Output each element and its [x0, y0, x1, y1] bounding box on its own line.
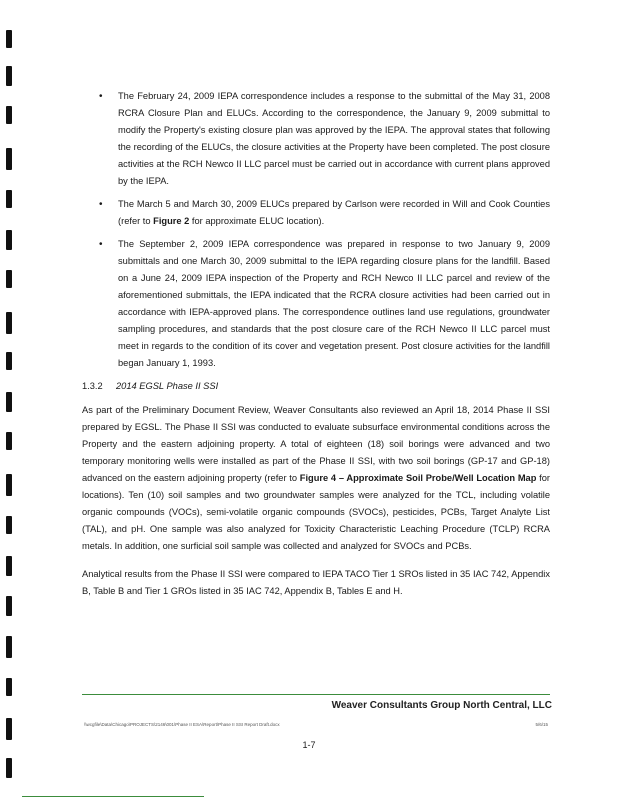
page-number: 1-7	[302, 740, 316, 750]
file-path: \\wcgfile\Data\Chicago\PROJECTS\2146\001\Phase II ESA\Report\Phase II SSI Report Draft.docx	[84, 722, 280, 727]
bullet-item-elucs	[118, 196, 550, 230]
figure-reference: Figure 4 – Approximate Soil Probe/Well Location Map	[299, 473, 537, 483]
footer-company: Weaver Consultants Group North Central, LLC	[331, 700, 552, 711]
footer-rule	[82, 694, 550, 695]
footer-file-path	[84, 722, 548, 727]
paragraph-analytical: Analytical results from the Phase II SSI were compared to IEPA TACO Tier 1 SROs listed in 35 IAC 742, Appendix B, Table B and Tier 1 GROs listed in 35 IAC 742, Appendix B, Tables E and H.	[82, 569, 550, 596]
section-title: 2014 EGSL Phase II SSI	[116, 381, 219, 391]
bullet-item-iepa-feb-2009	[118, 88, 550, 190]
binder-holes	[4, 0, 18, 800]
bullet-text: The September 2, 2009 IEPA correspondence was prepared in response to two January 9, 2009 submittals and one March 30, 2009 submittal to the IEPA regarding closure plans for the landfill. Based on a June 24, 2009 IEPA inspection of the Property and RCH Newco II LLC parcel and review of the aforementioned submittals, the IEPA indicated that the RCRA closure activities had been carried out in accordance with IEPA-approved plans. The correspondence outlines land use regulations, groundwater sampling procedures, and standards that the post closure care of the RCH Newco II LLC parcel must meet in regards to the condition of its cover and vegetation present. Post closure activities for the landfill began January 1, 1993.	[118, 239, 550, 368]
paragraph-text: As part of the Preliminary Document Review, Weaver Consultants also reviewed an April 18, 2014 Phase II SSI prepared by EGSL. The Phase II SSI was conducted to evaluate subsurface environmental conditions across the Property and the eastern adjoining property. A total of eighteen (18) soil borings were advanced and two temporary monitoring wells were installed as part of the Phase II SSI, with two soil borings (GP-17 and GP-18) advanced on the eastern adjoining property (refer to	[82, 405, 550, 483]
bottom-rule	[22, 796, 204, 797]
figure-reference: Figure 2	[153, 216, 190, 226]
bullet-item-iepa-sep-2009	[118, 236, 550, 372]
paragraph-phase-ii	[82, 402, 550, 555]
page-body	[82, 88, 550, 600]
section-number: 1.3.2	[82, 381, 103, 391]
bullet-text: for approximate ELUC location).	[189, 216, 325, 226]
bullet-list	[82, 88, 550, 372]
bullet-text: The March 5 and March 30, 2009 ELUCs prepared by Carlson were recorded in Will and Cook Counties (refer to	[118, 199, 550, 226]
section-heading	[82, 378, 550, 395]
footer-date: 5/6/15	[535, 722, 548, 727]
paragraph-text: for locations). Ten (10) soil samples and two groundwater samples were analyzed for the TCL, including volatile organic compounds (VOCs), semi-volatile organic compounds (SVOCs), pesticides, PCBs, Target Analyte List (TAL), and pH. One sample was also analyzed for Toxicity Characteristic Leaching Procedure (TCLP) RCRA metals. In addition, one surficial soil sample was collected and analyzed for SVOCs and PCBs.	[82, 473, 551, 551]
bullet-text: The February 24, 2009 IEPA correspondence includes a response to the submittal of the May 31, 2008 RCRA Closure Plan and ELUCs. According to the correspondence, the January 9, 2009 submittal to modify the Property's existing closure plan was approved by the IEPA. The approval states that following the recording of the ELUCs, the closure activities at the Property have been completed. The post closure activities at the RCH Newco II LLC parcel must be carried out in accordance with current plans approved by the IEPA.	[118, 91, 550, 186]
